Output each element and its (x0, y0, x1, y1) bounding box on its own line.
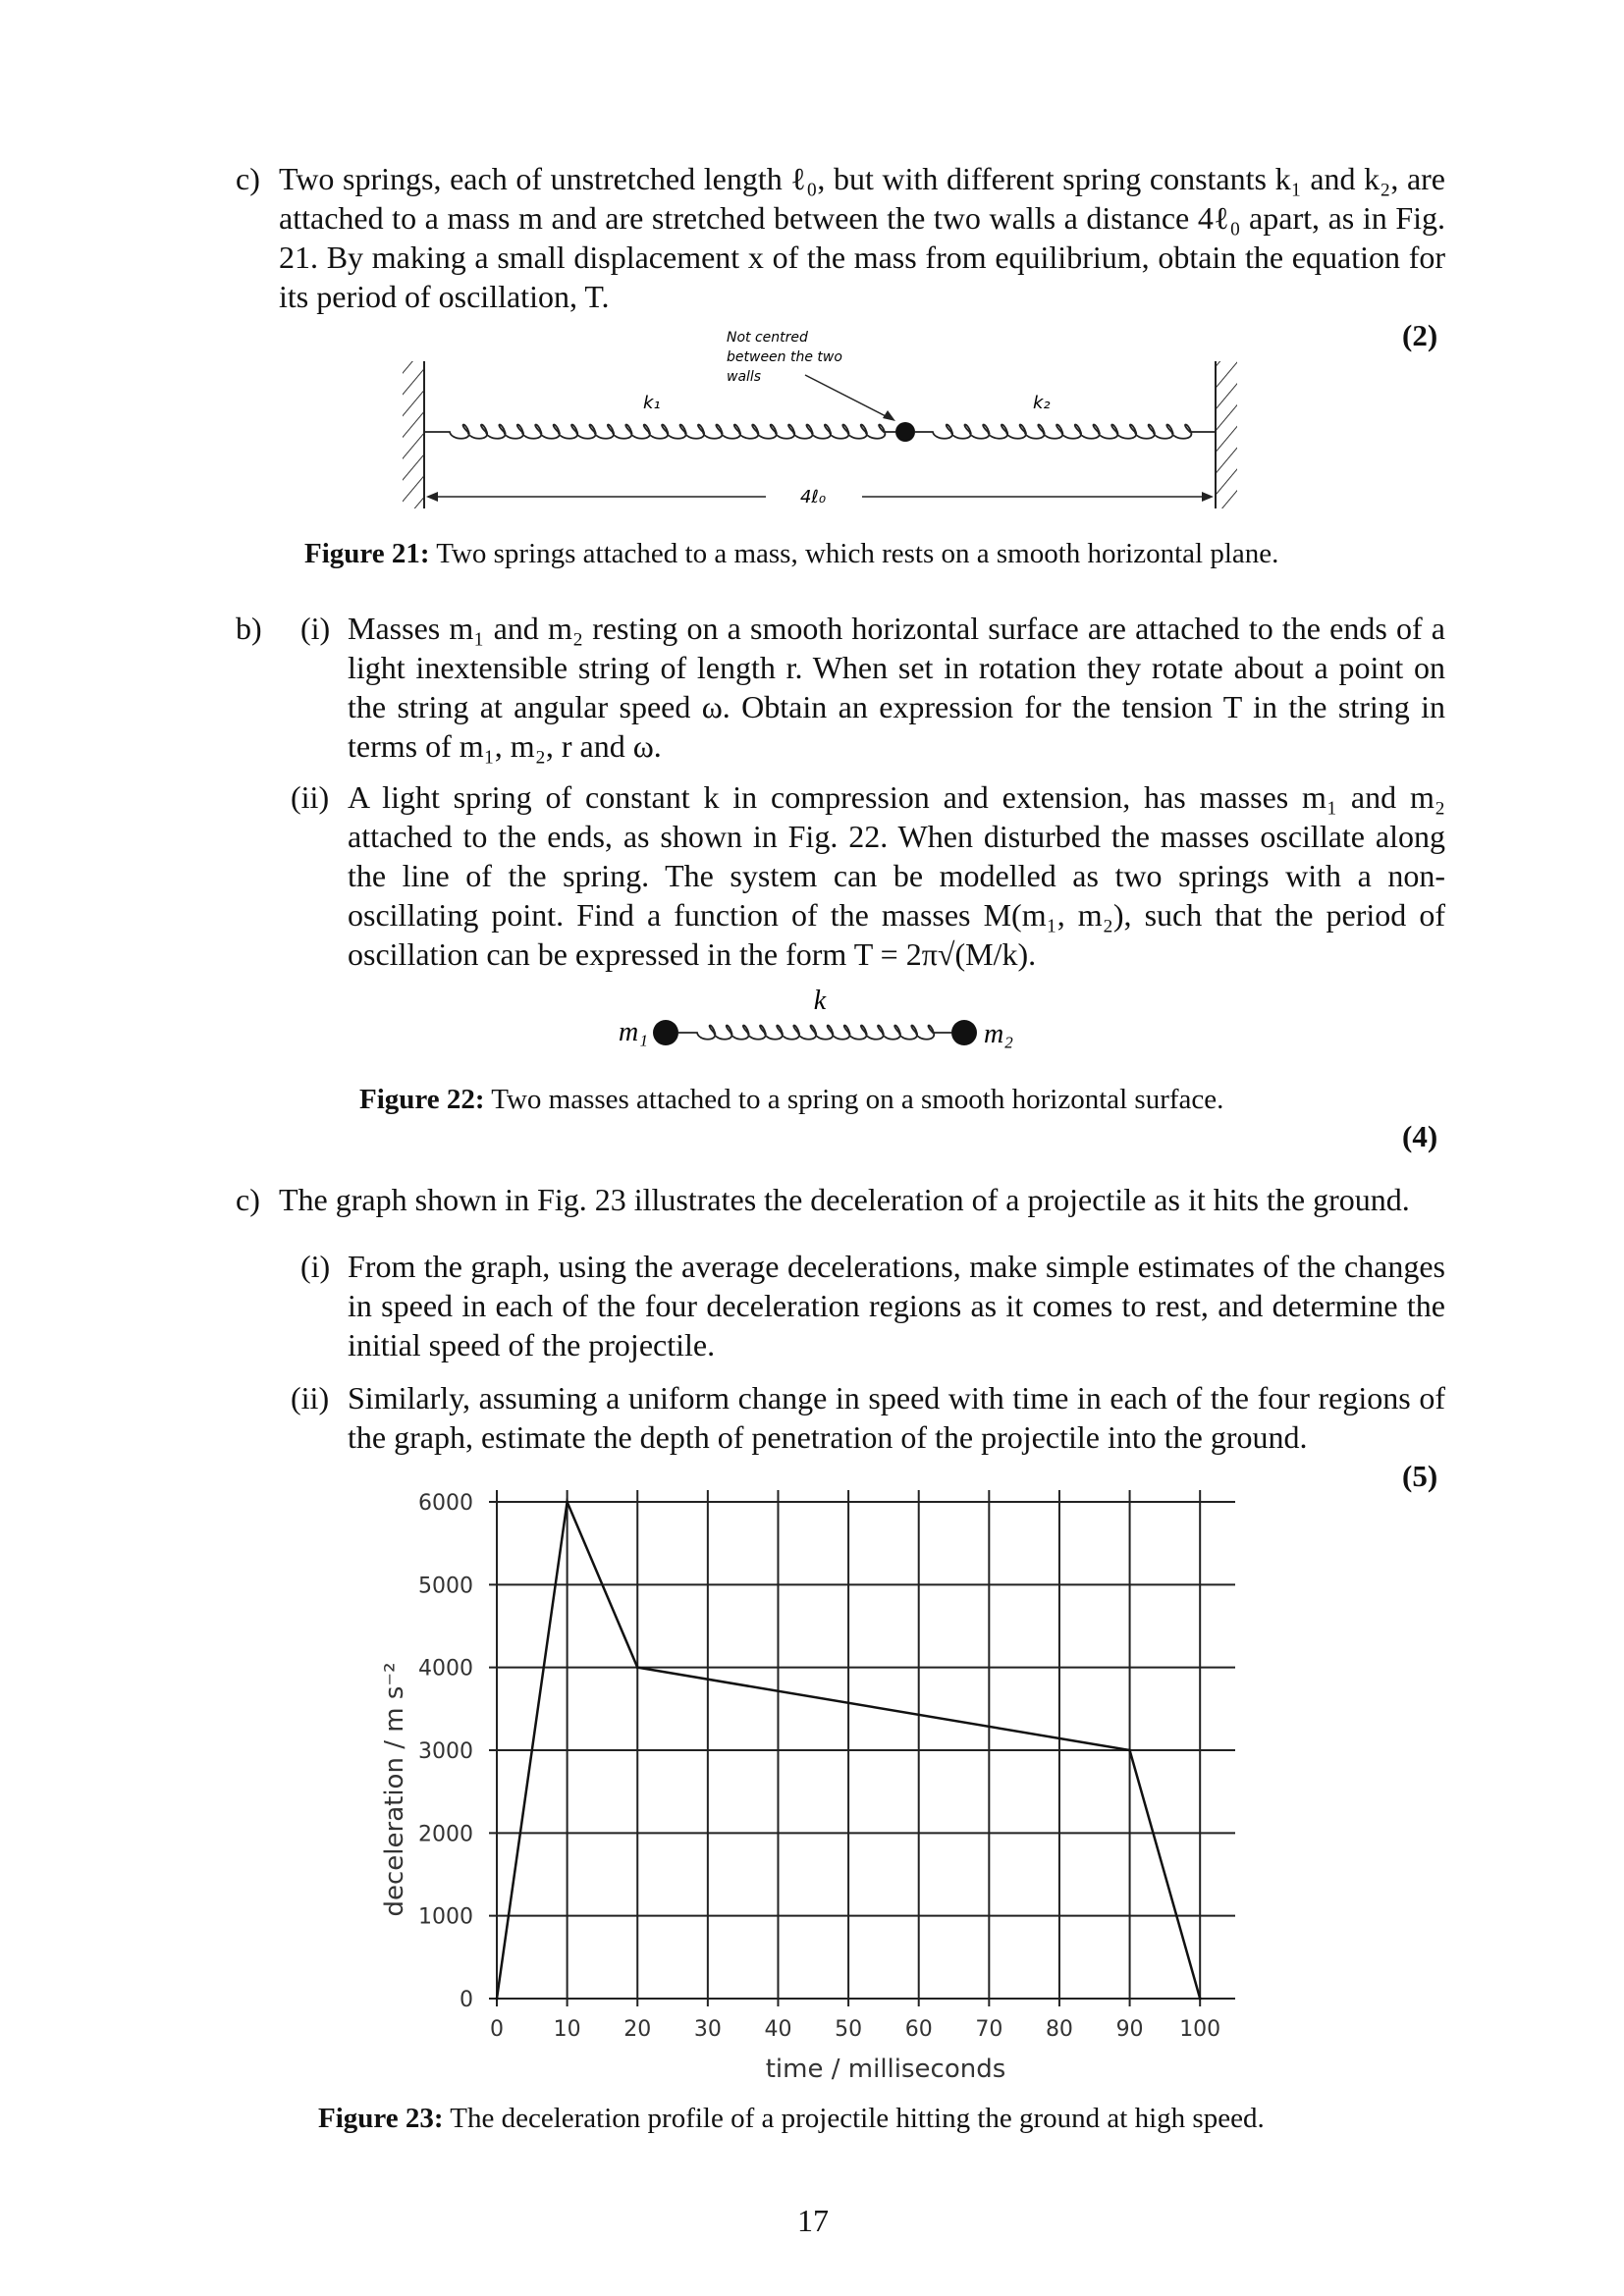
caption-text-22: Two masses attached to a spring on a smooth horizontal surface. (491, 1084, 1224, 1115)
question-c2-ii-text: Similarly, assuming a uniform change in speed with time in each of the four regions of the graph, estimate the depth of penetration of the projectile into the ground. (348, 1380, 1445, 1455)
caption-figure-23 (318, 2101, 1265, 2136)
page-number: 17 (797, 2203, 829, 2238)
data-point-0-3 (1128, 1749, 1131, 1752)
x-tick-label-80: 80 (1045, 2017, 1073, 2042)
marks-c2: (5) (1402, 1459, 1438, 1493)
y-tick-label-1000: 1000 (418, 1904, 473, 1930)
question-text-c2: The graph shown in Fig. 23 illustrates the deceleration of a projectile as it hits the ground. (279, 1182, 1410, 1217)
label-m2: m₂ (984, 1019, 1013, 1049)
x-axis-label: time / milliseconds (765, 2055, 1006, 2084)
caption-label-21: Figure 21: (304, 538, 430, 569)
question-c2-i-label: (i) (300, 1249, 331, 1284)
question-label-b: b) (236, 611, 262, 646)
note-line2: between the two (727, 349, 842, 365)
question-b-i-label: (i) (300, 611, 331, 646)
y-axis-label: deceleration / m s⁻² (380, 1662, 409, 1917)
question-c2-ii-label: (ii) (291, 1380, 330, 1415)
x-tick-label-0: 0 (490, 2017, 504, 2042)
marks-b: (4) (1402, 1119, 1438, 1153)
x-tick-label-100: 100 (1179, 2017, 1221, 2042)
question-b-ii-label: (ii) (291, 779, 330, 815)
question-b-i-text: Masses m₁ and m₂ resting on a smooth horizontal surface are attached to the ends of a light inextensible string of length r. When set in rotation they rotate about a point on the string at angular speed ω. Obtain an expression for the tension T in the string in terms of m₁, m₂, r and ω. (348, 611, 1445, 764)
y-tick-label-2000: 2000 (418, 1822, 473, 1847)
x-tick-label-90: 90 (1115, 2017, 1144, 2042)
label-distance: 4ℓ₀ (799, 487, 827, 507)
x-tick-label-10: 10 (553, 2017, 581, 2042)
y-tick-label-5000: 5000 (418, 1574, 473, 1599)
data-point-0-4 (1199, 1998, 1202, 2001)
label-k: k (813, 986, 827, 1016)
caption-label-22: Figure 22: (359, 1084, 485, 1115)
x-tick-label-30: 30 (693, 2017, 722, 2042)
x-tick-label-60: 60 (904, 2017, 933, 2042)
data-point-0-0 (496, 1998, 499, 2001)
x-tick-label-20: 20 (623, 2017, 652, 2042)
y-tick-label-6000: 6000 (418, 1491, 473, 1516)
question-label-c1: c) (236, 161, 260, 196)
x-tick-label-70: 70 (975, 2017, 1003, 2042)
question-label-c2: c) (236, 1182, 260, 1217)
question-c2-i-text: From the graph, using the average decelerations, make simple estimates of the changes in speed in each of the four deceleration regions as it comes to rest, and determine the initial speed of the projectile. (348, 1249, 1445, 1362)
label-m1: m₁ (619, 1017, 648, 1047)
x-tick-label-50: 50 (835, 2017, 863, 2042)
question-text-c1: Two springs, each of unstretched length ℓ₀, but with different spring constants k₁ and k₂, are attached to a mass m and are stretched between the two walls a distance 4ℓ₀ apart, as in Fig. 21. By making a small displacement x of the mass from equilibrium, obtain the equation for its period of oscillation, T. (279, 161, 1445, 314)
note-line3: walls (727, 369, 762, 385)
label-k1: k₁ (643, 393, 661, 413)
label-k2: k₂ (1033, 393, 1051, 413)
x-tick-label-40: 40 (764, 2017, 792, 2042)
question-b-ii-text: A light spring of constant k in compression and extension, has masses m₁ and m₂ attached to the ends, as shown in Fig. 22. When disturbed the masses oscillate along the line of the spring. The system can be modelled as two springs with a non-oscillating point. Find a function of the masses M(m₁, m₂), such that the period of oscillation can be expressed in the form T = 2π√(M/k). (348, 779, 1445, 972)
marks-c1: (2) (1402, 318, 1438, 352)
note-line1: Not centred (727, 330, 808, 346)
caption-text-23: The deceleration profile of a projectile hitting the ground at high speed. (450, 2103, 1265, 2134)
caption-text-21: Two springs attached to a mass, which rests on a smooth horizontal plane. (436, 538, 1279, 569)
y-tick-label-4000: 4000 (418, 1656, 473, 1682)
caption-label-23: Figure 23: (318, 2103, 444, 2134)
y-tick-label-0: 0 (460, 1988, 473, 2012)
data-point-0-2 (636, 1666, 639, 1669)
data-point-0-1 (566, 1501, 568, 1504)
y-tick-label-3000: 3000 (418, 1739, 473, 1764)
